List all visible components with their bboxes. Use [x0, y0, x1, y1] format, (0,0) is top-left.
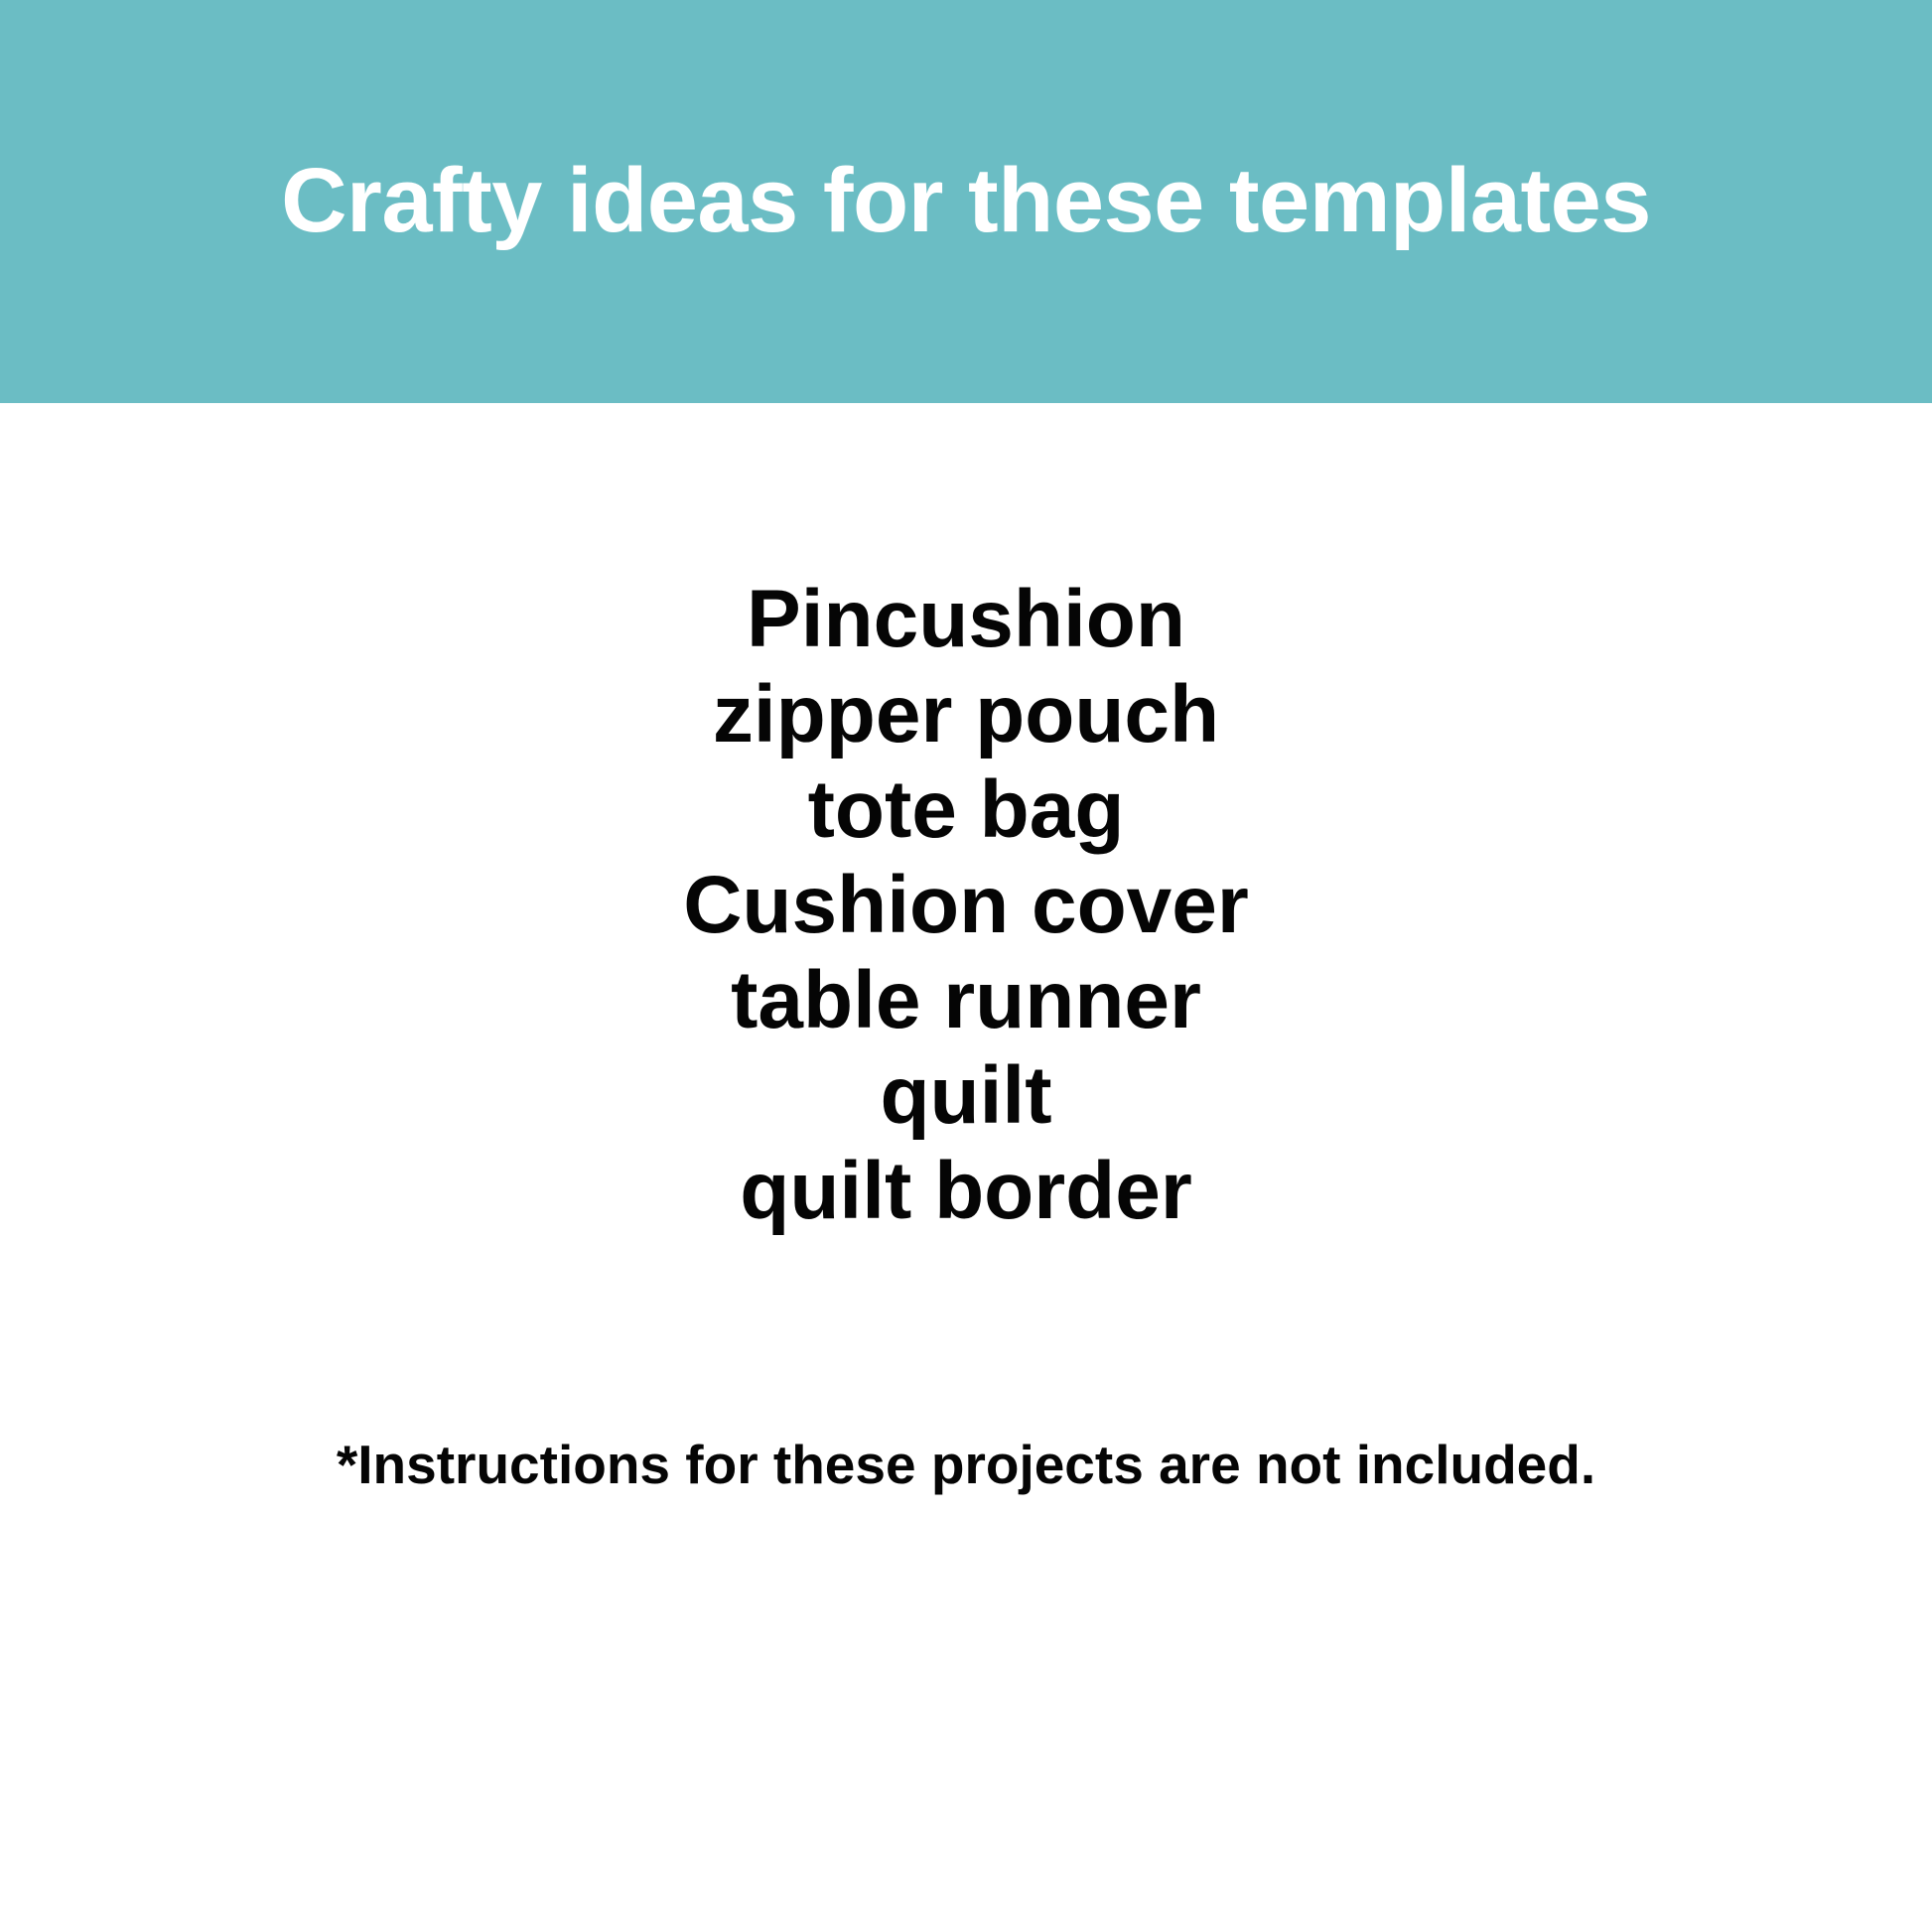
footnote-text: *Instructions for these projects are not included.	[336, 1433, 1596, 1495]
list-item: Cushion cover	[683, 859, 1249, 950]
list-item: quilt border	[740, 1145, 1192, 1236]
header-band	[0, 0, 1932, 403]
ideas-list	[683, 572, 1249, 1239]
page-title: Crafty ideas for these templates	[281, 150, 1651, 252]
list-item: table runner	[731, 954, 1201, 1045]
list-item: tote bag	[807, 763, 1125, 855]
content-area	[0, 403, 1932, 1932]
list-item: Pincushion	[747, 574, 1185, 664]
list-item: zipper pouch	[712, 668, 1220, 759]
list-item: quilt	[880, 1049, 1052, 1141]
